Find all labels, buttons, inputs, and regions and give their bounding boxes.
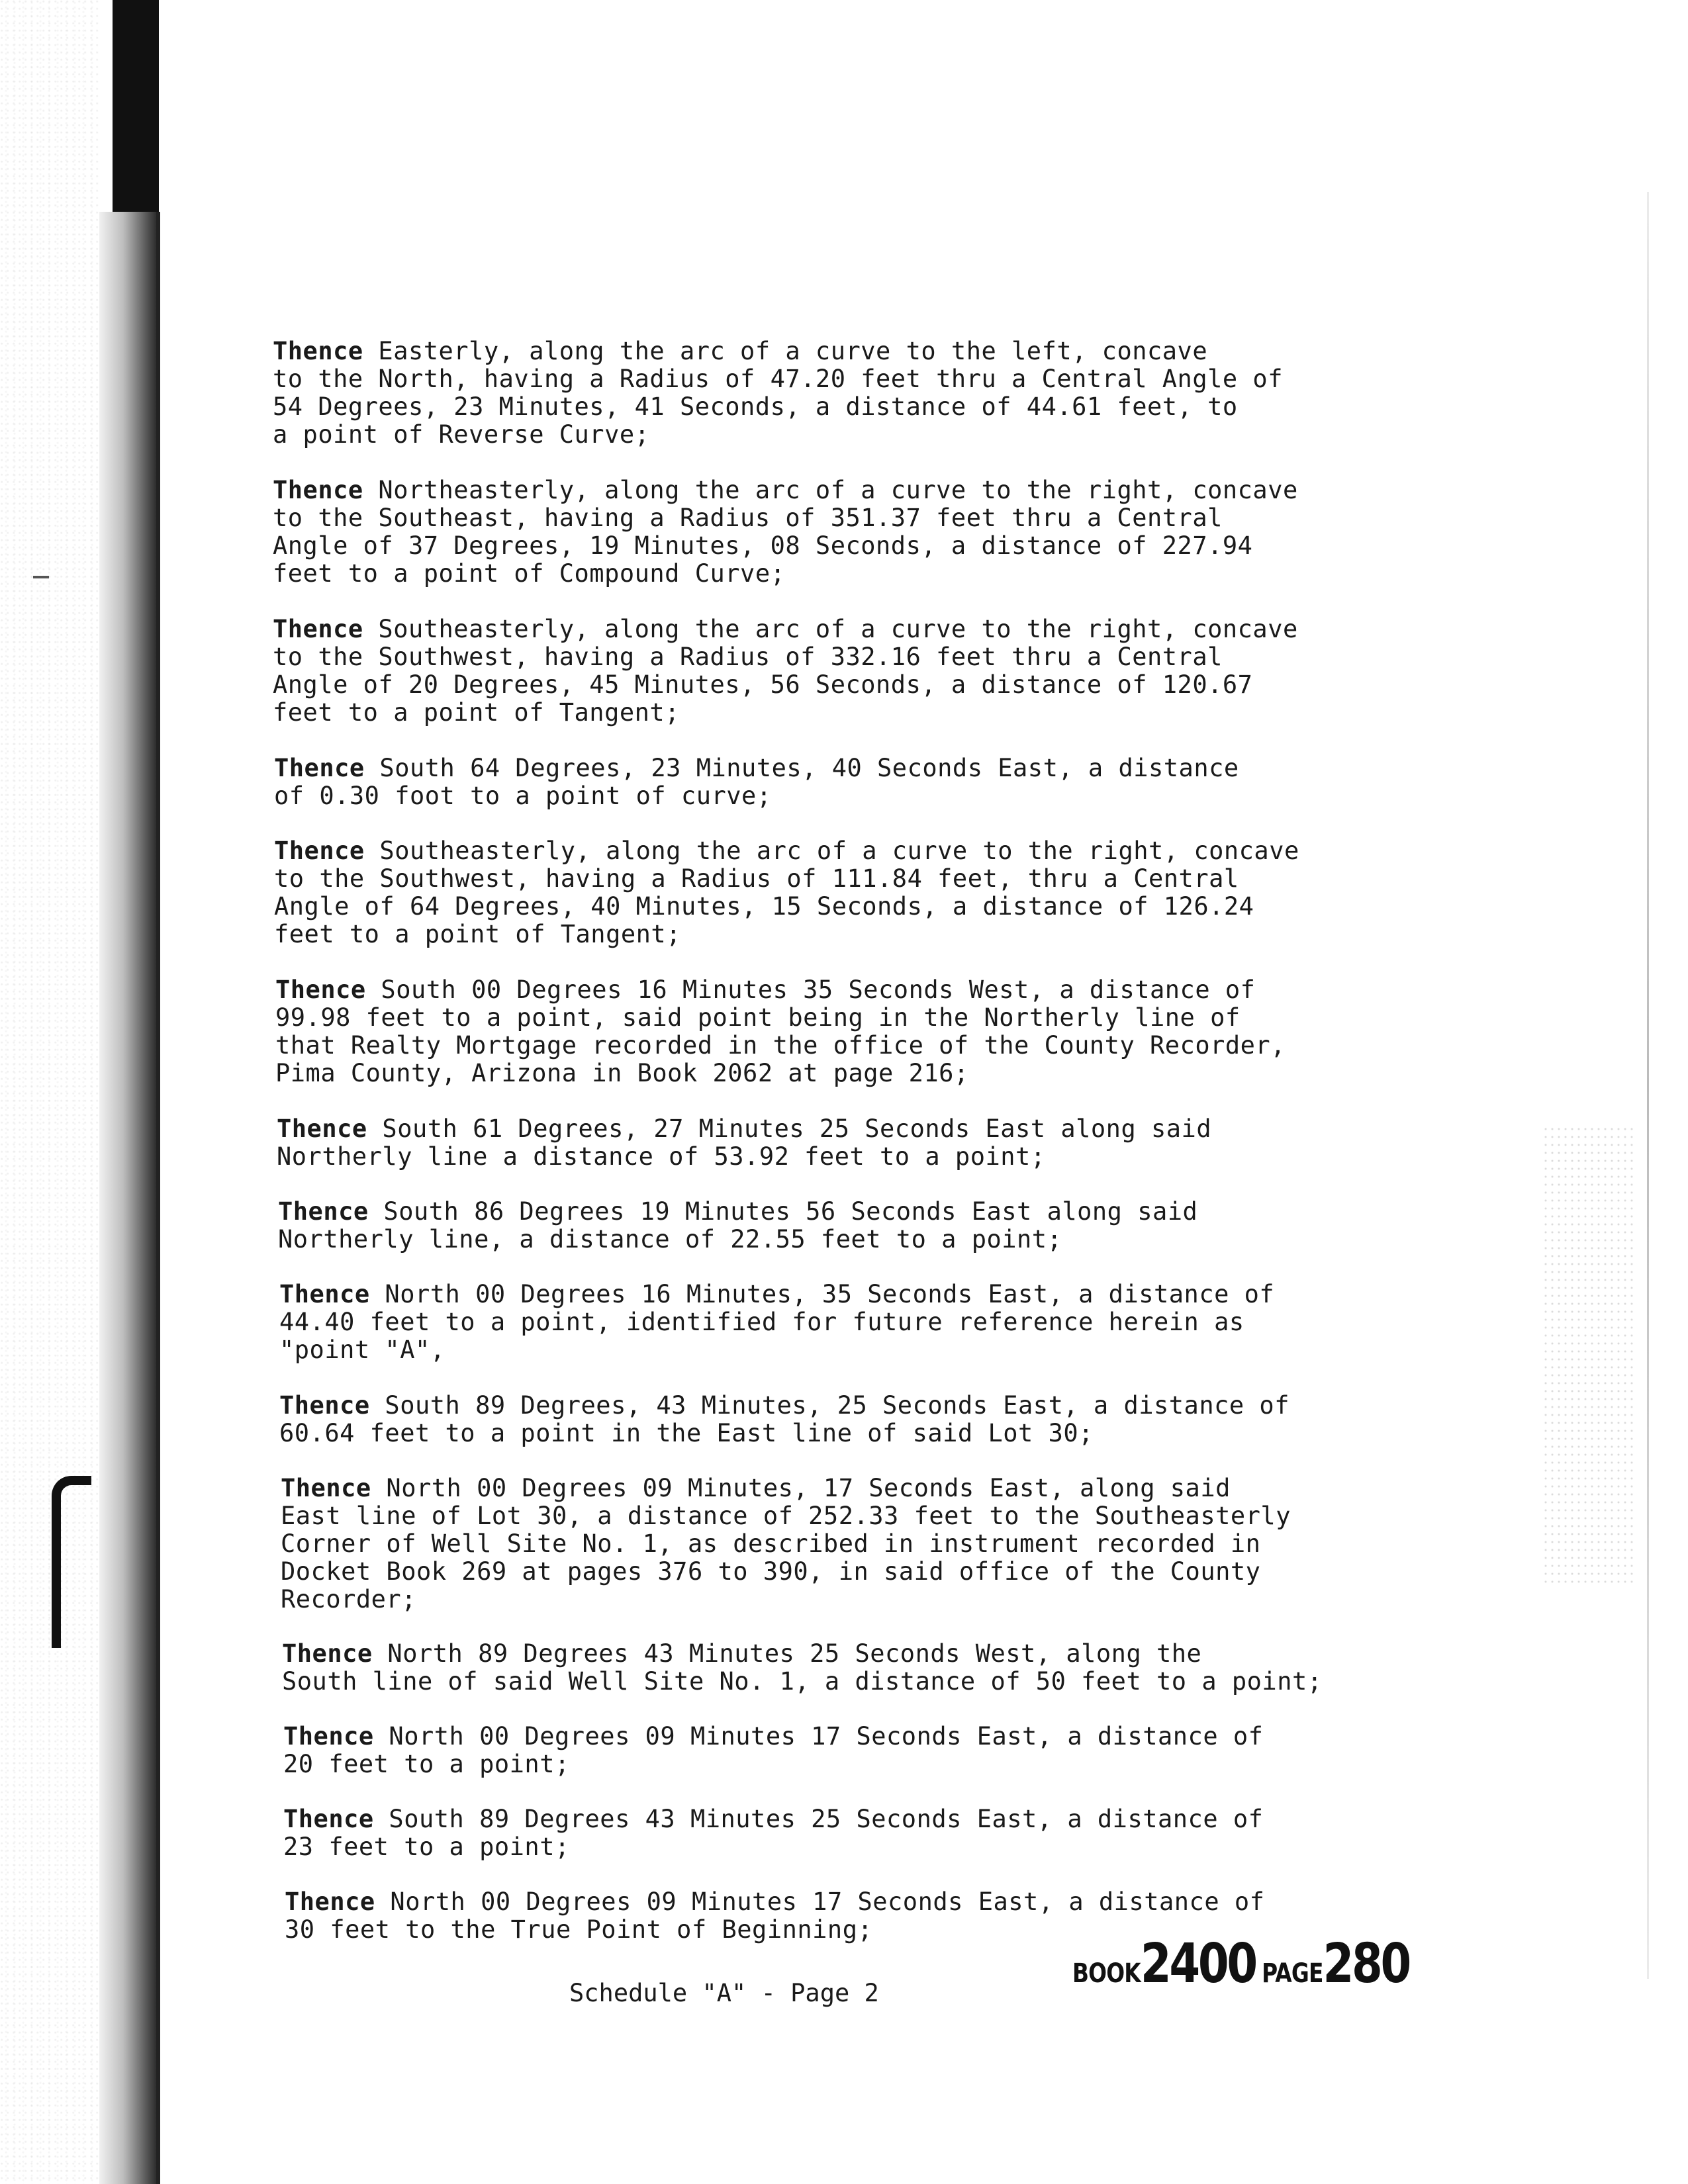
- thence-keyword: Thence: [274, 837, 365, 865]
- thence-keyword: Thence: [282, 1639, 373, 1668]
- thence-keyword: Thence: [273, 337, 363, 365]
- thence-keyword: Thence: [273, 615, 363, 643]
- stamp-book-label: BOOK: [1072, 1958, 1141, 1989]
- paragraph-4: [274, 754, 1239, 810]
- paragraph-line: Thence Northeasterly, along the arc of a curve to the right, concave: [273, 476, 1298, 504]
- paragraph-9: [279, 1281, 1274, 1364]
- paragraph-line: Northerly line, a distance of 22.55 feet to a point;: [278, 1225, 1062, 1253]
- paragraph-12: [282, 1640, 1323, 1696]
- thence-keyword: Thence: [277, 1115, 367, 1143]
- paragraph-line: Recorder;: [281, 1585, 416, 1614]
- paragraph-line: East line of Lot 30, a distance of 252.33 feet to the Southeasterly: [281, 1502, 1291, 1530]
- paragraph-line: to the North, having a Radius of 47.20 feet thru a Central Angle of: [273, 365, 1283, 393]
- paragraph-line: Thence South 61 Degrees, 27 Minutes 25 Seconds East along said: [277, 1115, 1212, 1143]
- thence-keyword: Thence: [281, 1474, 371, 1502]
- paragraph-line: Thence South 86 Degrees 19 Minutes 56 Seconds East along said: [278, 1197, 1198, 1226]
- paragraph-14: [283, 1805, 1263, 1861]
- paragraph-line: feet to a point of Compound Curve;: [273, 559, 786, 588]
- paragraph-line: feet to a point of Tangent;: [274, 920, 681, 948]
- paragraph-line: Angle of 64 Degrees, 40 Minutes, 15 Seconds, a distance of 126.24: [274, 892, 1254, 921]
- paragraph-line: 60.64 feet to a point in the East line of said Lot 30;: [279, 1419, 1094, 1447]
- page-footer: Schedule "A" - Page 2: [569, 1979, 879, 2007]
- paragraph-line: of 0.30 foot to a point of curve;: [274, 782, 772, 810]
- paragraph-8: [278, 1198, 1197, 1253]
- paragraph-7: [277, 1115, 1211, 1171]
- paragraph-line: Thence North 00 Degrees 16 Minutes, 35 Seconds East, a distance of: [279, 1280, 1275, 1308]
- paragraph-line: 44.40 feet to a point, identified for future reference herein as: [279, 1308, 1244, 1336]
- paragraph-5: [274, 837, 1299, 948]
- paragraph-line: Angle of 37 Degrees, 19 Minutes, 08 Seconds, a distance of 227.94: [273, 531, 1253, 560]
- paragraph-line: Thence Easterly, along the arc of a curve to the left, concave: [273, 337, 1208, 365]
- thence-keyword: Thence: [283, 1805, 374, 1833]
- paragraph-line: Thence Southeasterly, along the arc of a curve to the right, concave: [274, 837, 1299, 865]
- paragraph-line: 20 feet to a point;: [283, 1750, 570, 1778]
- stamp-book-number: 2400: [1140, 1933, 1256, 1995]
- paragraph-line: Thence South 89 Degrees 43 Minutes 25 Seconds East, a distance of: [283, 1805, 1264, 1833]
- paragraph-line: feet to a point of Tangent;: [273, 698, 680, 727]
- thence-keyword: Thence: [273, 476, 363, 504]
- paragraph-10: [279, 1392, 1289, 1447]
- paragraph-line: to the Southwest, having a Radius of 111.84 feet, thru a Central: [274, 864, 1239, 893]
- paragraph-6: [275, 976, 1286, 1087]
- paragraph-2: [273, 477, 1298, 588]
- paragraph-1: [273, 338, 1283, 449]
- paragraph-3: [273, 615, 1298, 727]
- thence-keyword: Thence: [279, 1391, 370, 1420]
- thence-keyword: Thence: [275, 976, 366, 1004]
- thence-keyword: Thence: [283, 1722, 374, 1751]
- paragraph-11: [281, 1475, 1291, 1614]
- paragraph-line: Thence North 00 Degrees 09 Minutes 17 Seconds East, a distance of: [285, 1888, 1265, 1916]
- stamp-page-number: 280: [1323, 1933, 1410, 1995]
- paragraph-line: 23 feet to a point;: [283, 1833, 570, 1861]
- paragraph-line: Pima County, Arizona in Book 2062 at page 216;: [275, 1059, 969, 1087]
- paragraph-line: "point "A",: [279, 1336, 445, 1364]
- paragraph-line: Corner of Well Site No. 1, as described in instrument recorded in: [281, 1529, 1261, 1558]
- paragraph-line: Thence North 00 Degrees 09 Minutes 17 Seconds East, a distance of: [283, 1722, 1264, 1751]
- thence-keyword: Thence: [279, 1280, 370, 1308]
- paragraph-line: Thence Southeasterly, along the arc of a curve to the right, concave: [273, 615, 1298, 643]
- paragraph-line: 30 feet to the True Point of Beginning;: [285, 1915, 873, 1944]
- paragraph-line: 54 Degrees, 23 Minutes, 41 Seconds, a distance of 44.61 feet, to: [273, 392, 1238, 421]
- paragraph-line: South line of said Well Site No. 1, a distance of 50 feet to a point;: [282, 1667, 1323, 1696]
- paragraph-line: Thence South 89 Degrees, 43 Minutes, 25 Seconds East, a distance of: [279, 1391, 1289, 1420]
- book-page-stamp: [1072, 1933, 1409, 1995]
- paragraph-13: [283, 1723, 1263, 1778]
- paragraph-line: Thence North 89 Degrees 43 Minutes 25 Seconds West, along the: [282, 1639, 1202, 1668]
- paragraph-line: to the Southwest, having a Radius of 332.16 feet thru a Central: [273, 643, 1223, 671]
- paragraph-line: a point of Reverse Curve;: [273, 420, 650, 449]
- paragraph-line: Thence South 00 Degrees 16 Minutes 35 Seconds West, a distance of: [275, 976, 1256, 1004]
- paragraph-line: 99.98 feet to a point, said point being in the Northerly line of: [275, 1003, 1241, 1032]
- paragraph-line: Docket Book 269 at pages 376 to 390, in said office of the County: [281, 1557, 1261, 1586]
- paragraph-line: Northerly line a distance of 53.92 feet to a point;: [277, 1142, 1046, 1171]
- stamp-page-label: PAGE: [1262, 1958, 1323, 1989]
- thence-keyword: Thence: [285, 1888, 375, 1916]
- paragraph-line: Thence North 00 Degrees 09 Minutes, 17 Seconds East, along said: [281, 1474, 1231, 1502]
- thence-keyword: Thence: [274, 754, 365, 782]
- paragraph-line: Thence South 64 Degrees, 23 Minutes, 40 Seconds East, a distance: [274, 754, 1239, 782]
- thence-keyword: Thence: [278, 1197, 369, 1226]
- paragraph-line: Angle of 20 Degrees, 45 Minutes, 56 Seconds, a distance of 120.67: [273, 670, 1253, 699]
- paragraph-line: to the Southeast, having a Radius of 351.37 feet thru a Central: [273, 504, 1223, 532]
- paragraph-line: that Realty Mortgage recorded in the office of the County Recorder,: [275, 1031, 1286, 1060]
